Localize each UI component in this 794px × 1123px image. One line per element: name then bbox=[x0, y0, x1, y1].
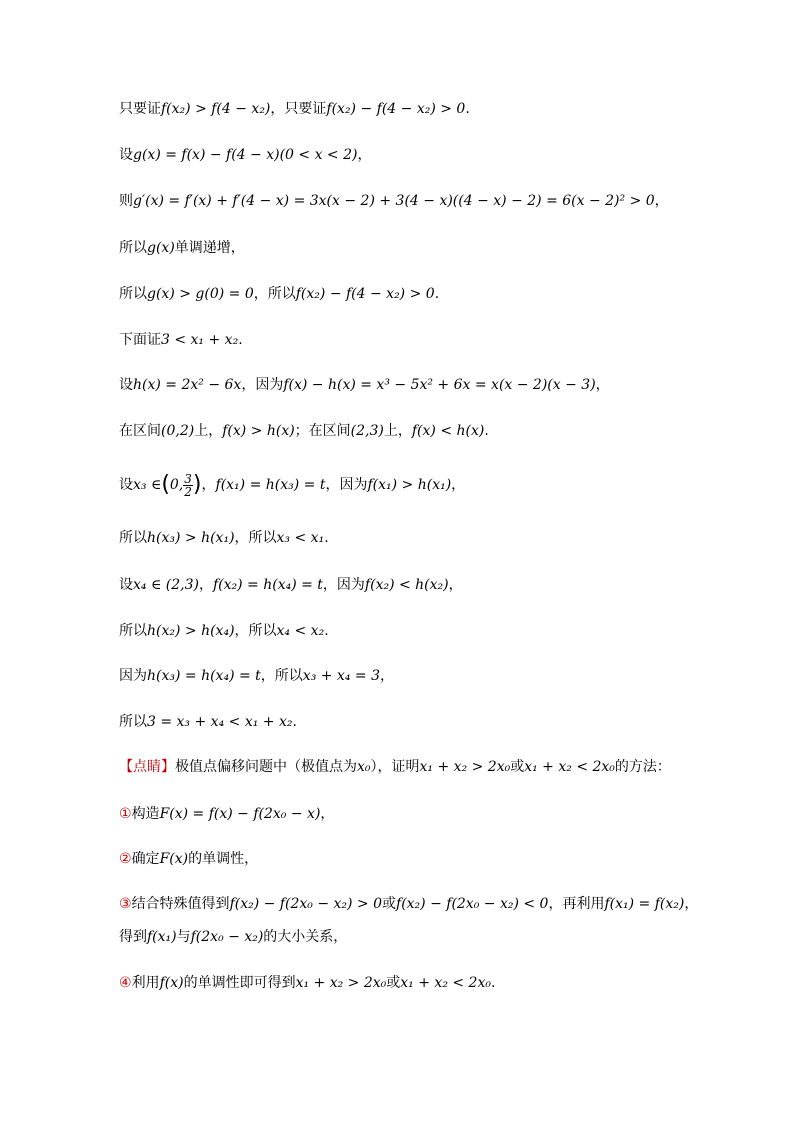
formula: g(x) = f(x) − f(4 − x)(0 < x < 2) bbox=[133, 147, 358, 163]
text: 上， bbox=[383, 423, 412, 439]
text: 得到 bbox=[119, 929, 147, 945]
proof-line-5 bbox=[119, 284, 719, 304]
text: 与 bbox=[176, 929, 191, 945]
proof-line-11 bbox=[119, 575, 719, 595]
formula: h(x₂) > h(x₄) bbox=[147, 623, 235, 639]
formula: f(x) < h(x) bbox=[411, 423, 485, 439]
text: ， bbox=[201, 477, 216, 493]
text: 的方法： bbox=[614, 759, 671, 775]
formula: h(x₃) = h(x₄) = t bbox=[147, 668, 261, 684]
step-number: ③ bbox=[119, 896, 132, 912]
text: ， bbox=[357, 147, 372, 163]
formula: x₃ < x₁ bbox=[276, 530, 325, 546]
text: 只要证 bbox=[119, 101, 161, 117]
text: ，因为 bbox=[325, 477, 368, 493]
formula: x₀ bbox=[357, 759, 371, 775]
text: . bbox=[324, 623, 329, 639]
text: 所以 bbox=[119, 714, 147, 730]
text: ， bbox=[654, 193, 669, 209]
formula: x₄ ∈ (2,3) bbox=[133, 577, 199, 593]
comment-step-1 bbox=[119, 804, 719, 824]
text: . bbox=[490, 975, 496, 991]
text: ），证明 bbox=[370, 759, 420, 775]
text: 的单调性即可得到 bbox=[183, 975, 296, 991]
formula: f(x) − h(x) = x³ − 5x² + 6x = x(x − 2)(x − 3) bbox=[283, 377, 596, 393]
formula: x₃ ∈ bbox=[133, 477, 162, 493]
comment-step-2 bbox=[119, 849, 719, 869]
proof-line-12 bbox=[119, 621, 719, 641]
fraction bbox=[183, 473, 193, 498]
formula: f(x₂) − f(2x₀ − x₂) < 0 bbox=[396, 896, 549, 912]
text: ，所以 bbox=[234, 623, 277, 639]
text: 设 bbox=[119, 147, 133, 163]
formula: (0,2) bbox=[161, 423, 195, 439]
text: ，所以 bbox=[260, 668, 303, 684]
comment-step-4 bbox=[119, 973, 719, 993]
formula: 3 < x₁ + x₂ bbox=[161, 332, 239, 348]
text: . bbox=[238, 332, 243, 348]
text: 或 bbox=[386, 975, 401, 991]
formula: f(x₂) < h(x₂) bbox=[364, 577, 449, 593]
formula: F(x) bbox=[159, 851, 189, 867]
text: 构造 bbox=[131, 806, 160, 822]
step-number: ① bbox=[119, 806, 132, 822]
formula: g(x) bbox=[147, 240, 175, 256]
proof-line-4 bbox=[119, 238, 719, 258]
text: 的大小关系， bbox=[263, 929, 348, 945]
proof-line-7 bbox=[119, 375, 719, 395]
formula: f(x₁) = h(x₃) = t bbox=[215, 477, 326, 493]
formula: 0, bbox=[169, 477, 184, 493]
text: 结合特殊值得到 bbox=[131, 896, 230, 912]
step-number: ④ bbox=[119, 975, 132, 991]
proof-line-14 bbox=[119, 712, 719, 732]
text: 利用 bbox=[131, 975, 160, 991]
formula: 3 = x₃ + x₄ < x₁ + x₂ bbox=[147, 714, 293, 730]
formula: x₁ + x₂ > 2x₀ bbox=[419, 759, 511, 775]
text: ， bbox=[448, 577, 463, 593]
comment-tag: 【点睛】 bbox=[119, 759, 175, 775]
text: . bbox=[292, 714, 297, 730]
paren-close: ) bbox=[192, 472, 202, 497]
text: ， bbox=[198, 577, 213, 593]
text: ，只要证 bbox=[270, 101, 327, 117]
text: 所以 bbox=[119, 623, 147, 639]
text: 所以 bbox=[119, 286, 147, 302]
formula: f(x) bbox=[159, 975, 184, 991]
text: 的单调性， bbox=[188, 851, 259, 867]
text: ， bbox=[320, 806, 335, 822]
proof-line-1 bbox=[119, 99, 719, 119]
text: ， bbox=[684, 896, 699, 912]
formula: f(x₁) = f(x₂) bbox=[604, 896, 685, 912]
formula: f(2x₀ − x₂) bbox=[190, 929, 264, 945]
formula: x₃ + x₄ = 3 bbox=[302, 668, 380, 684]
text: ，所以 bbox=[253, 286, 296, 302]
text: 下面证 bbox=[119, 332, 161, 348]
formula: f(x₂) − f(4 − x₂) > 0 bbox=[295, 286, 435, 302]
text: 上， bbox=[194, 423, 223, 439]
formula: f(x₂) > f(4 − x₂) bbox=[161, 101, 271, 117]
text: ，再利用 bbox=[548, 896, 605, 912]
formula: f(x₂) − f(4 − x₂) > 0 bbox=[326, 101, 466, 117]
formula: x₁ + x₂ < 2x₀ bbox=[524, 759, 615, 775]
formula: h(x) = 2x² − 6x bbox=[133, 377, 242, 393]
text: ， bbox=[595, 377, 610, 393]
text: 或 bbox=[510, 759, 525, 775]
formula: f(x₂) − f(2x₀ − x₂) > 0 bbox=[229, 896, 383, 912]
text: 所以 bbox=[119, 240, 147, 256]
text: ， bbox=[451, 477, 466, 493]
formula: f(x₁) bbox=[147, 929, 177, 945]
formula: g(x) > g(0) = 0 bbox=[147, 286, 254, 302]
formula: x₁ + x₂ > 2x₀ bbox=[295, 975, 387, 991]
text: . bbox=[484, 423, 489, 439]
proof-line-3 bbox=[119, 191, 719, 211]
comment-intro bbox=[119, 757, 719, 777]
proof-line-13 bbox=[119, 666, 719, 686]
text: ；在区间 bbox=[294, 423, 351, 439]
formula: f(x₁) > h(x₁) bbox=[367, 477, 452, 493]
comment-step-3-cont bbox=[119, 927, 719, 947]
text: 设 bbox=[119, 577, 133, 593]
text: 极值点偏移问题中（极值点为 bbox=[175, 759, 357, 775]
proof-line-6 bbox=[119, 330, 719, 350]
text: . bbox=[434, 286, 440, 302]
formula: x₄ < x₂ bbox=[276, 623, 325, 639]
step-number: ② bbox=[119, 851, 132, 867]
text: . bbox=[465, 101, 470, 117]
text: 设 bbox=[119, 477, 133, 493]
text: ，因为 bbox=[322, 577, 365, 593]
text: 确定 bbox=[131, 851, 160, 867]
text: ，所以 bbox=[234, 530, 277, 546]
fraction-numerator: 3 bbox=[184, 471, 192, 486]
text: 则 bbox=[119, 193, 133, 209]
text: ， bbox=[379, 668, 394, 684]
formula: f(x₂) = h(x₄) = t bbox=[212, 577, 323, 593]
formula: g′(x) = f′(x) + f′(4 − x) = 3x(x − 2) + 3(4 − x)((4 − x) − 2) = 6(x − 2)² > 0 bbox=[133, 193, 655, 209]
text: 设 bbox=[119, 377, 133, 393]
proof-line-8 bbox=[119, 421, 719, 441]
text: 或 bbox=[382, 896, 397, 912]
fraction-denominator: 2 bbox=[184, 484, 192, 499]
formula: h(x₃) > h(x₁) bbox=[147, 530, 235, 546]
text: 所以 bbox=[119, 530, 147, 546]
text: . bbox=[324, 530, 329, 546]
text: 单调递增， bbox=[174, 240, 245, 256]
paren-open: ( bbox=[161, 472, 170, 497]
formula: F(x) = f(x) − f(2x₀ − x) bbox=[159, 806, 321, 822]
formula: x₁ + x₂ < 2x₀ bbox=[400, 975, 491, 991]
text: ，因为 bbox=[241, 377, 284, 393]
proof-line-10 bbox=[119, 528, 719, 548]
formula: (2,3) bbox=[350, 423, 384, 439]
text: 在区间 bbox=[119, 423, 161, 439]
comment-step-3 bbox=[119, 894, 719, 914]
formula: f(x) > h(x) bbox=[222, 423, 295, 439]
proof-line-2 bbox=[119, 145, 719, 165]
text: 因为 bbox=[119, 668, 147, 684]
proof-line-9 bbox=[119, 470, 719, 500]
